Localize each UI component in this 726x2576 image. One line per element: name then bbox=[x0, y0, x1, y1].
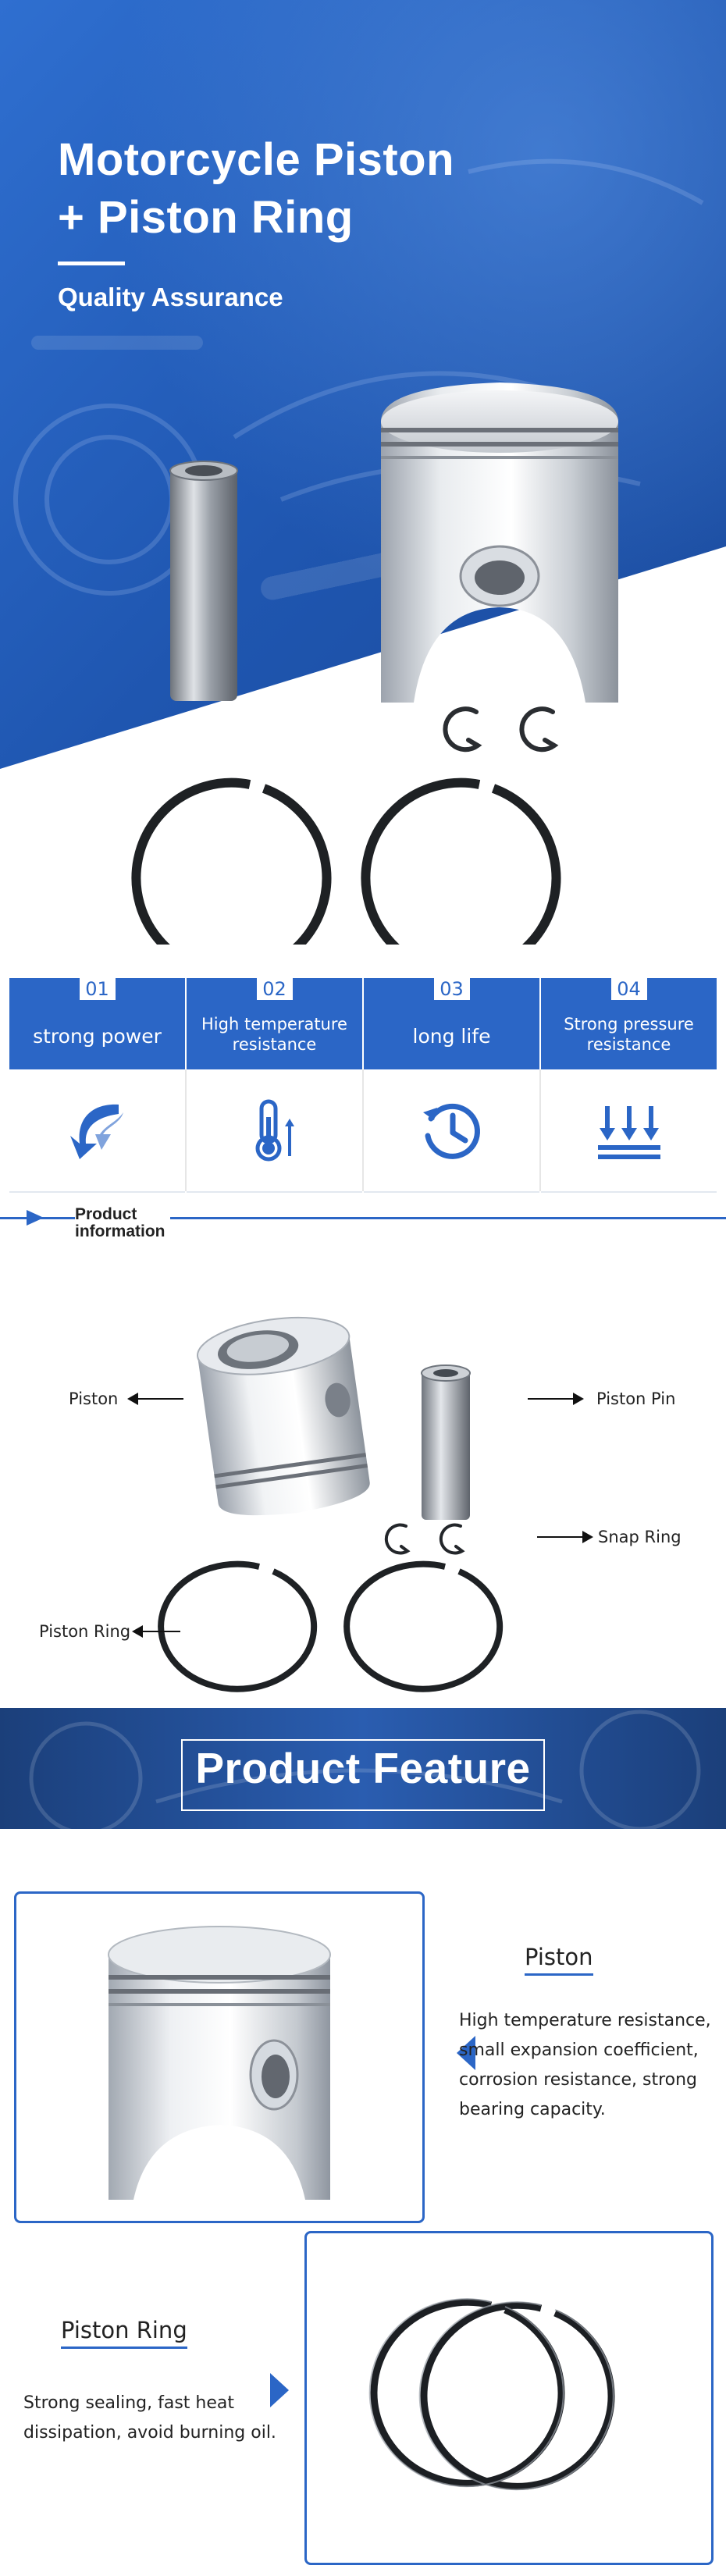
callout-piston-pin bbox=[528, 1389, 675, 1408]
feature-item bbox=[364, 978, 541, 1193]
piston-pin-part-image bbox=[422, 1365, 470, 1520]
piston-feature-description bbox=[459, 2006, 711, 2125]
feature-icon-area bbox=[187, 1069, 362, 1193]
feature-label: High temperature resistance bbox=[201, 1014, 347, 1054]
snap-rings-image bbox=[445, 709, 554, 749]
power-arrow-icon bbox=[62, 1095, 133, 1165]
piston-pin-image bbox=[170, 461, 237, 701]
piston-ring-feature-image bbox=[307, 2233, 711, 2563]
heading-text bbox=[75, 1206, 170, 1240]
feature-strip bbox=[9, 978, 717, 1193]
feature-item bbox=[187, 978, 364, 1193]
description-line: Strong sealing, fast heat bbox=[23, 2393, 235, 2413]
feature-item bbox=[9, 978, 187, 1193]
description-line: corrosion resistance, strong bbox=[459, 2070, 698, 2090]
callout-piston-pin-label: Piston Pin bbox=[596, 1389, 676, 1408]
arrow-right-icon bbox=[528, 1398, 582, 1400]
callout-piston-label: Piston bbox=[69, 1389, 119, 1408]
feature-header bbox=[187, 978, 362, 1069]
feature-icon-area bbox=[9, 1069, 185, 1193]
feature-header bbox=[541, 978, 717, 1069]
feature-icon-area bbox=[364, 1069, 539, 1193]
heading-arrow-icon bbox=[27, 1210, 44, 1226]
callout-snap-ring bbox=[537, 1528, 682, 1546]
thermometer-icon bbox=[240, 1095, 310, 1165]
description-line: dissipation, avoid burning oil. bbox=[23, 2423, 276, 2443]
callout-snap-ring-label: Snap Ring bbox=[598, 1528, 682, 1546]
feature-label: strong power bbox=[33, 1024, 162, 1048]
feature-header bbox=[9, 978, 185, 1069]
feature-label: long life bbox=[412, 1024, 491, 1048]
feature-label: Strong pressure resistance bbox=[564, 1014, 694, 1054]
product-feature-banner bbox=[0, 1708, 726, 1829]
clock-history-icon bbox=[417, 1095, 487, 1165]
feature-item bbox=[541, 978, 717, 1193]
heading-line1: Product bbox=[75, 1205, 137, 1223]
callout-piston bbox=[69, 1389, 183, 1408]
piston-rings-part-image bbox=[161, 1564, 500, 1689]
piston-feature-image bbox=[16, 1894, 422, 2221]
arrow-left-icon bbox=[129, 1398, 183, 1400]
feature-icon-area bbox=[541, 1069, 717, 1193]
hero-subtitle: Quality Assurance bbox=[58, 283, 283, 311]
hero-section bbox=[0, 0, 726, 945]
piston-feature-title: Piston bbox=[525, 1944, 593, 1976]
piston-image-card bbox=[14, 1891, 425, 2223]
piston-ring-feature-description bbox=[23, 2389, 276, 2448]
feature-number: 01 bbox=[80, 978, 116, 1000]
piston-ring-image-card bbox=[304, 2231, 714, 2565]
feature-number: 02 bbox=[257, 978, 293, 1000]
hero-title-line1: Motorcycle Piston bbox=[58, 134, 455, 185]
feature-number: 04 bbox=[611, 978, 647, 1000]
piston-part-image bbox=[194, 1309, 372, 1524]
arrow-left-icon bbox=[133, 1631, 180, 1632]
product-information-heading bbox=[0, 1205, 726, 1245]
product-information-section bbox=[0, 1261, 726, 1698]
hero-product-image bbox=[0, 0, 726, 945]
pressure-down-arrows-icon bbox=[592, 1095, 667, 1165]
snap-rings-part-image bbox=[386, 1525, 462, 1553]
piston-rings-image bbox=[136, 783, 556, 945]
feature-number: 03 bbox=[434, 978, 470, 1000]
callout-piston-ring-label: Piston Ring bbox=[39, 1622, 131, 1641]
description-line: small expansion coefficient, bbox=[459, 2041, 699, 2060]
arrow-right-icon bbox=[537, 1536, 592, 1538]
piston-image bbox=[381, 382, 618, 703]
description-line: High temperature resistance, bbox=[459, 2011, 711, 2030]
description-line: bearing capacity. bbox=[459, 2100, 606, 2119]
banner-title: Product Feature bbox=[195, 1744, 531, 1792]
piston-ring-feature-title: Piston Ring bbox=[61, 2317, 187, 2349]
feature-header bbox=[364, 978, 539, 1069]
callout-piston-ring bbox=[39, 1622, 180, 1641]
hero-title-line2: + Piston Ring bbox=[58, 192, 354, 243]
heading-line2: information bbox=[75, 1222, 165, 1240]
